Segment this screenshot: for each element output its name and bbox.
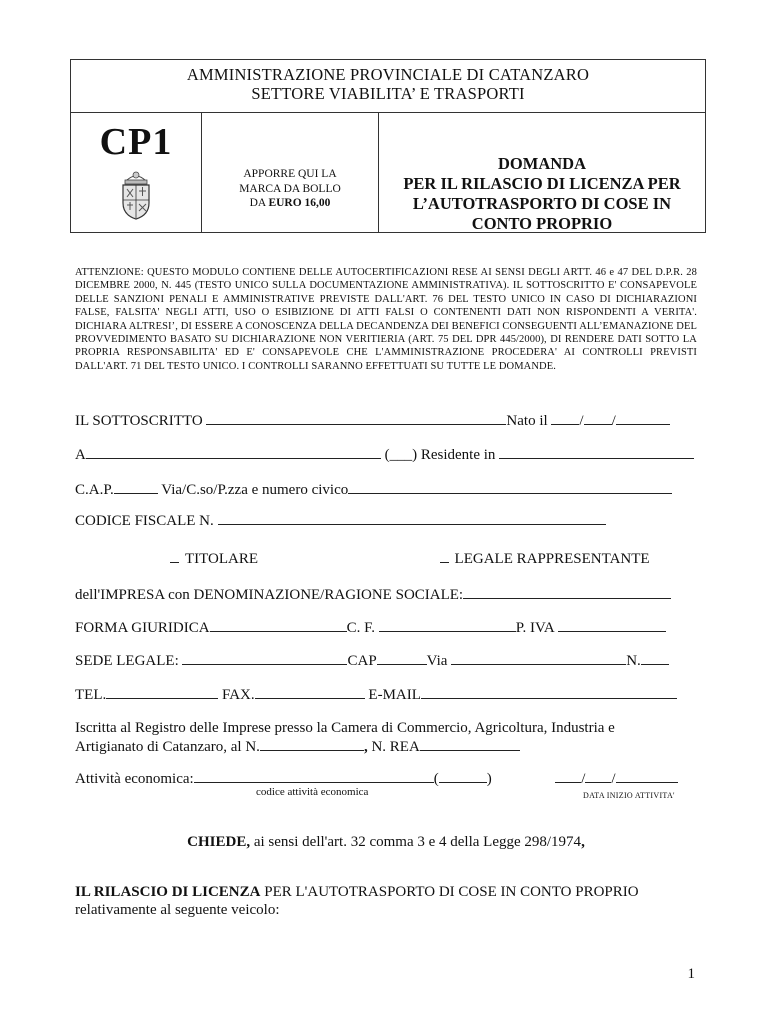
header-line-1: AMMINISTRAZIONE PROVINCIALE DI CATANZARO	[186, 65, 590, 84]
cf-short-label: C. F.	[346, 620, 376, 636]
rilascio-bold: IL RILASCIO DI LICENZA	[75, 884, 261, 900]
sede-legale-label: SEDE LEGALE:	[75, 653, 179, 669]
row-iscrizione	[75, 719, 697, 756]
residente-label: (___) Residente in	[384, 447, 496, 463]
birthplace-label: A	[75, 447, 86, 463]
email-field[interactable]	[421, 685, 677, 699]
stamp-cell	[202, 112, 379, 232]
sottoscritto-label: IL SOTTOSCRITTO	[75, 413, 203, 429]
sede-via-field[interactable]	[451, 651, 626, 665]
birth-month-field[interactable]	[584, 411, 612, 425]
impresa-label: dell'IMPRESA con DENOMINAZIONE/RAGIONE SOCIALE:	[75, 587, 464, 603]
header-title	[71, 60, 705, 113]
sede-num-field[interactable]	[641, 651, 669, 665]
forma-giuridica-label: FORMA GIURIDICA	[75, 620, 210, 636]
row-contatti	[75, 685, 697, 704]
codice-attivita-field[interactable]	[439, 769, 487, 783]
attivita-field[interactable]	[194, 769, 434, 783]
fax-field[interactable]	[255, 685, 365, 699]
sede-via-label: Via	[426, 653, 448, 669]
row-impresa	[75, 585, 697, 604]
row-attivita: Attività economica: ( ) / /	[75, 769, 697, 788]
page-number: 1	[687, 966, 695, 982]
rilascio-line-1	[75, 883, 697, 901]
request-title-line-3: L’AUTOTRASPORTO DI COSE IN	[412, 194, 672, 213]
form-code-cell	[71, 112, 202, 232]
row-sottoscritto: IL SOTTOSCRITTO Nato il / /	[75, 411, 697, 430]
iscrizione-line-2-prefix: Artigianato di Catanzaro, al N.	[75, 739, 260, 755]
rilascio-line-2: relativamente al seguente veicolo:	[75, 902, 280, 918]
row-qualifica	[170, 550, 690, 568]
registro-numero-field[interactable]	[260, 737, 364, 751]
start-day-field[interactable]	[555, 769, 581, 783]
birth-year-field[interactable]	[616, 411, 670, 425]
codice-fiscale-field[interactable]	[218, 511, 606, 525]
piva-field[interactable]	[558, 618, 666, 632]
sede-num-label: N.	[626, 653, 641, 669]
titolare-checkbox[interactable]	[170, 553, 179, 563]
sede-legale-field[interactable]	[182, 651, 347, 665]
request-title-cell	[379, 112, 705, 232]
address-field[interactable]	[348, 480, 672, 494]
stamp-amount: EURO 16,00	[268, 197, 331, 209]
row-residenza	[75, 445, 697, 464]
row-codice-fiscale	[75, 511, 697, 530]
cap-field[interactable]	[114, 480, 158, 494]
titolare-label: TITOLARE	[185, 551, 259, 567]
codice-fiscale-label: CODICE FISCALE N.	[75, 513, 214, 529]
form-code: CP1	[99, 121, 173, 163]
header-box	[70, 59, 706, 233]
rea-field[interactable]	[420, 737, 520, 751]
iscrizione-line-1: Iscritta al Registro delle Imprese presso la Camera di Commercio, Agricoltura, Industria e	[75, 720, 615, 736]
codice-attivita-note: codice attività economica	[256, 786, 369, 798]
row-forma-giuridica	[75, 618, 697, 637]
header-line-2: SETTORE VIABILITA’ E TRASPORTI	[251, 84, 525, 103]
rilascio-text: PER L'AUTOTRASPORTO DI COSE IN CONTO PROPRIO	[260, 884, 639, 900]
via-label: Via/C.so/P.zza e numero civico	[161, 482, 349, 498]
sede-cap-field[interactable]	[377, 651, 427, 665]
nato-label: Nato il	[506, 413, 548, 429]
forma-giuridica-field[interactable]	[210, 618, 347, 632]
request-title	[379, 154, 705, 234]
legale-rappresentante-label: LEGALE RAPPRESENTANTE	[454, 551, 650, 567]
row-indirizzo	[75, 480, 697, 499]
fax-label: FAX.	[222, 687, 255, 703]
request-title-line-1: DOMANDA	[498, 154, 586, 173]
stamp-instructions	[202, 167, 378, 211]
rea-label: N. REA	[371, 739, 420, 755]
legale-rappresentante-checkbox[interactable]	[440, 553, 449, 563]
row-sede-legale	[75, 651, 697, 670]
residence-field[interactable]	[499, 445, 694, 459]
birth-day-field[interactable]	[551, 411, 579, 425]
attivita-label: Attività economica:	[75, 771, 194, 787]
stamp-line-3: DA EURO 16,00	[249, 197, 331, 209]
coat-of-arms-icon	[118, 167, 154, 221]
impresa-cf-field[interactable]	[379, 618, 516, 632]
sede-cap-label: CAP	[347, 653, 377, 669]
chiede-line: CHIEDE, ai sensi dell'art. 32 comma 3 e 4 della Legge 298/1974,	[187, 834, 585, 850]
stamp-line-2: MARCA DA BOLLO	[239, 182, 341, 195]
tel-label: TEL.	[75, 687, 107, 703]
chiede-bold: CHIEDE,	[187, 834, 251, 850]
birthplace-field[interactable]	[86, 445, 381, 459]
email-label: E-MAIL	[368, 687, 421, 703]
sottoscritto-field[interactable]	[206, 411, 506, 425]
ragione-sociale-field[interactable]	[463, 585, 671, 599]
legal-warning: ATTENZIONE: QUESTO MODULO CONTIENE DELLE AUTOCERTIFICAZIONI RESE AI SENSI DEGLI ARTT. 46 e 47 DEL D.P.R. 28 DICEMBRE 2000, N. 445 (TESTO UNICO SULLA DOCUMENTAZIONE AMMINISTRATIVA). IL SOTTOSCRITTO E' CONSAPEVOLE DELLE SANZIONI PENALI E AMMINISTRATIVE PREVISTE DALL'ART. 76 DEL TESTO UNICO IN CASO DI DICHIARAZIONI FALSE, FALSITA' NEGLI ATTI, USO O ESIBIZIONE DI ATTI FALSI O CONTENENTI DATI NON RISPONDENTI A VERITA'. DICHIARA ALTRESI’, DI ESSERE A CONOSCENZA DELLA DECANDENZA DEI BENEFICI CONSEGUENTI ALL’EMANAZIONE DEL PROVVEDIMENTO BASATO SU DICHIARAZIONE NON VERITIERIA (ART. 75 DEL DPR 445/2000), DI RENDERE DATI SOTTO LA PROPRIA RESPONSABILITA' ED E' CONSAPEVOLE CHE L'AMMINISTRAZIONE PROCEDERA' AI CONTROLLI PREVISTI DALL'ART. 71 DEL TESTO UNICO. I CONTROLLI SARANNO EFFETTUATI SU TUTTE LE DOMANDE.	[75, 267, 697, 372]
cap-label: C.A.P.	[75, 482, 114, 498]
iscrizione-line-2: Artigianato di Catanzaro, al N. , N. REA	[75, 737, 697, 756]
chiede-text: ai sensi dell'art. 32 comma 3 e 4 della Legge 298/1974	[250, 834, 582, 850]
piva-label: P. IVA	[515, 620, 554, 636]
request-title-line-4: CONTO PROPRIO	[471, 214, 613, 233]
data-inizio-note: DATA INIZIO ATTIVITA'	[583, 791, 675, 800]
stamp-line-1: APPORRE QUI LA	[243, 168, 337, 180]
request-title-line-2: PER IL RILASCIO DI LICENZA PER	[403, 174, 681, 193]
start-year-field[interactable]	[616, 769, 678, 783]
start-month-field[interactable]	[585, 769, 611, 783]
rilascio-block	[75, 883, 697, 919]
tel-field[interactable]	[106, 685, 218, 699]
